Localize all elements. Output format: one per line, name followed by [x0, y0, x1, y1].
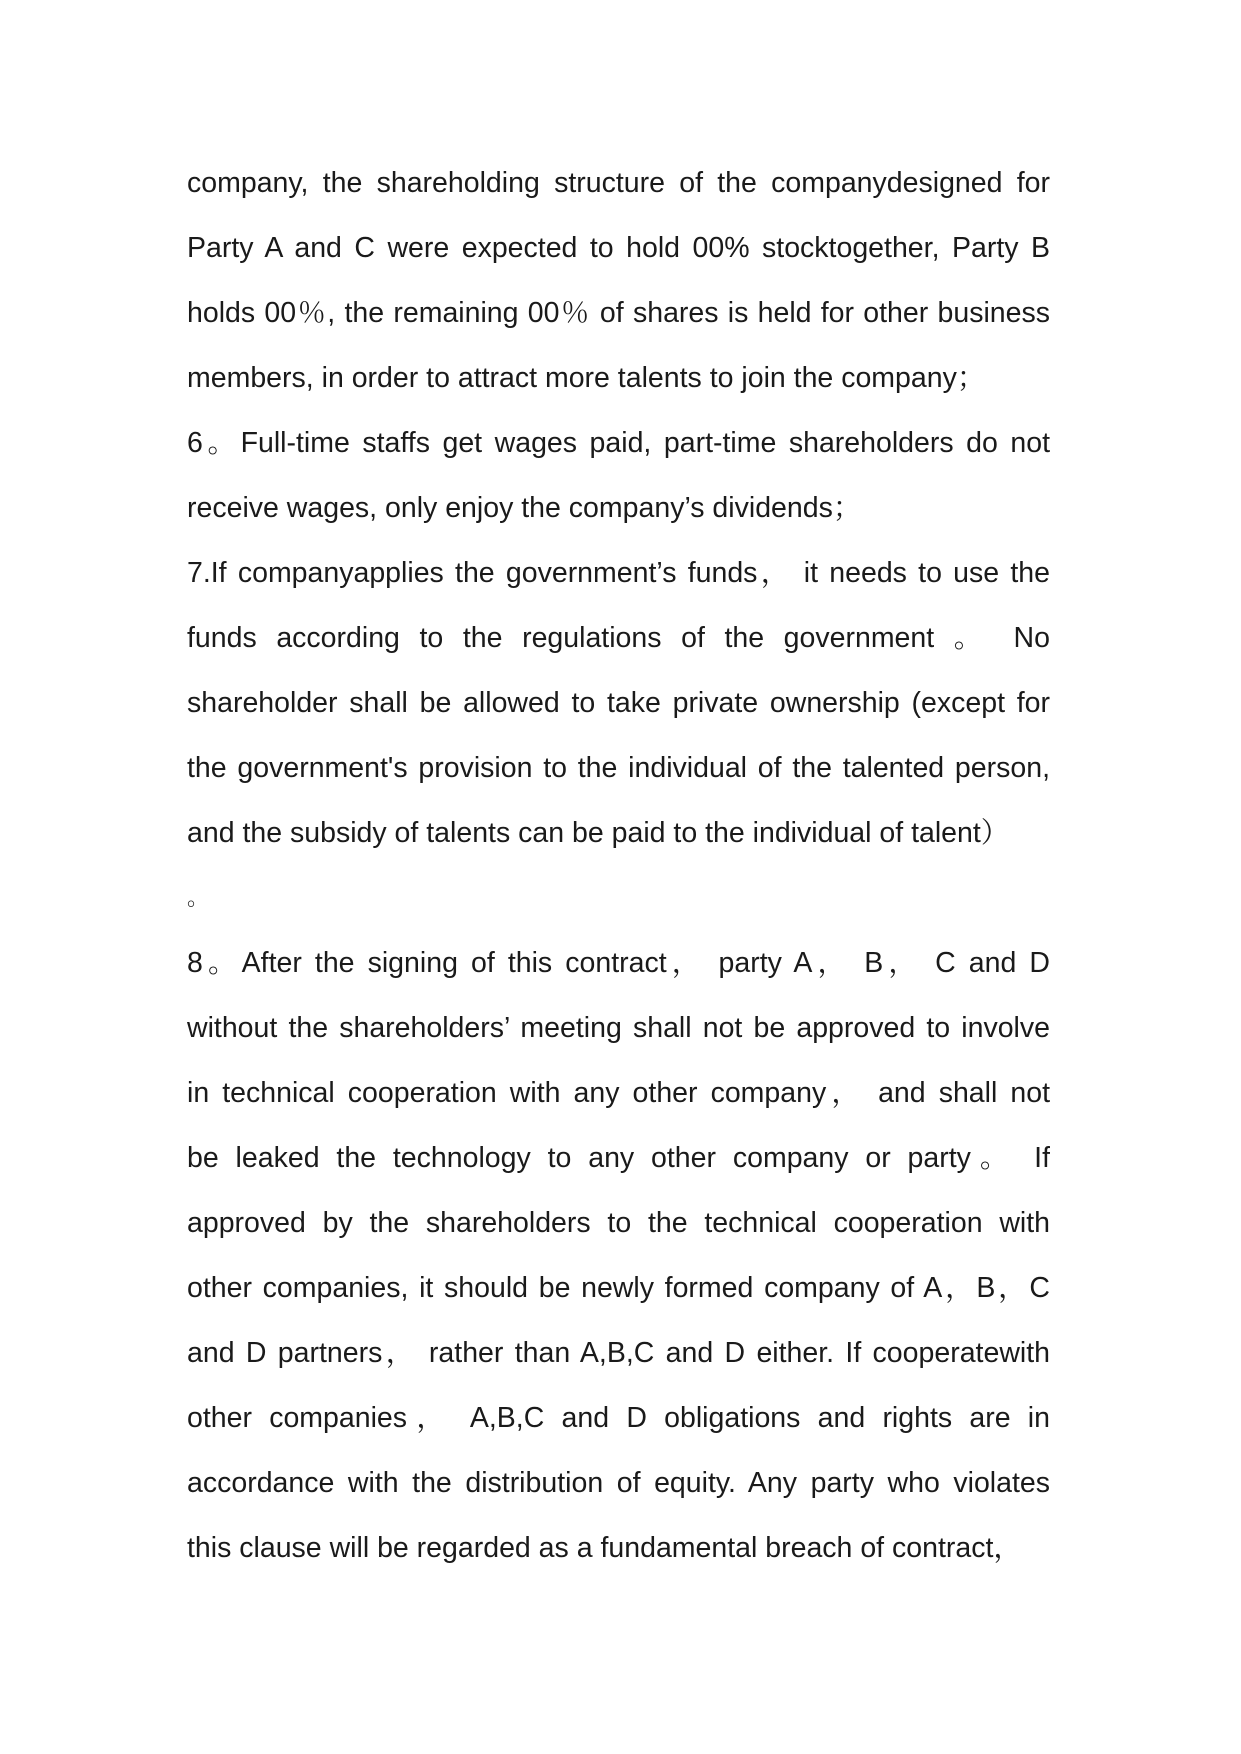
- text-line: 7.If companyapplies the government’s funds， it needs to use the: [187, 557, 1050, 589]
- body-text: [187, 158, 1050, 1588]
- text-line: company, the shareholding structure of the companydesigned for: [187, 167, 1050, 199]
- text-line: accordance with the distribution of equity. Any party who violates: [187, 1467, 1050, 1499]
- text-line: 。: [187, 885, 210, 910]
- text-line: in technical cooperation with any other company， and shall not: [187, 1077, 1050, 1109]
- text-line: shareholder shall be allowed to take private ownership (except for: [187, 687, 1050, 719]
- text-line: this clause will be regarded as a fundamental breach of contract，: [187, 1532, 1022, 1564]
- text-line: holds 00％, the remaining 00％ of shares is held for other business: [187, 297, 1050, 329]
- text-line: receive wages, only enjoy the company’s dividends；: [187, 492, 862, 524]
- text-line: other companies， A,B,C and D obligations and rights are in: [187, 1402, 1050, 1434]
- text-line: the government's provision to the individual of the talented person,: [187, 752, 1050, 784]
- text-line: 6。Full-time staffs get wages paid, part-time shareholders do not: [187, 427, 1050, 459]
- text-line: and D partners， rather than A,B,C and D either. If cooperatewith: [187, 1337, 1050, 1369]
- text-line: be leaked the technology to any other company or party。 If: [187, 1142, 1050, 1174]
- text-line: without the shareholders’ meeting shall not be approved to involve: [187, 1012, 1050, 1044]
- text-line: approved by the shareholders to the technical cooperation with: [187, 1207, 1050, 1239]
- text-line: funds according to the regulations of the government 。 No: [187, 622, 1050, 654]
- text-line: Party A and C were expected to hold 00% stocktogether, Party B: [187, 232, 1050, 264]
- text-line: members, in order to attract more talents to join the company；: [187, 362, 986, 394]
- text-line: and the subsidy of talents can be paid to the individual of talent）: [187, 817, 1010, 849]
- text-line: 8。After the signing of this contract， party A， B， C and D: [187, 947, 1050, 979]
- text-line: other companies, it should be newly formed company of A，B，C: [187, 1272, 1050, 1304]
